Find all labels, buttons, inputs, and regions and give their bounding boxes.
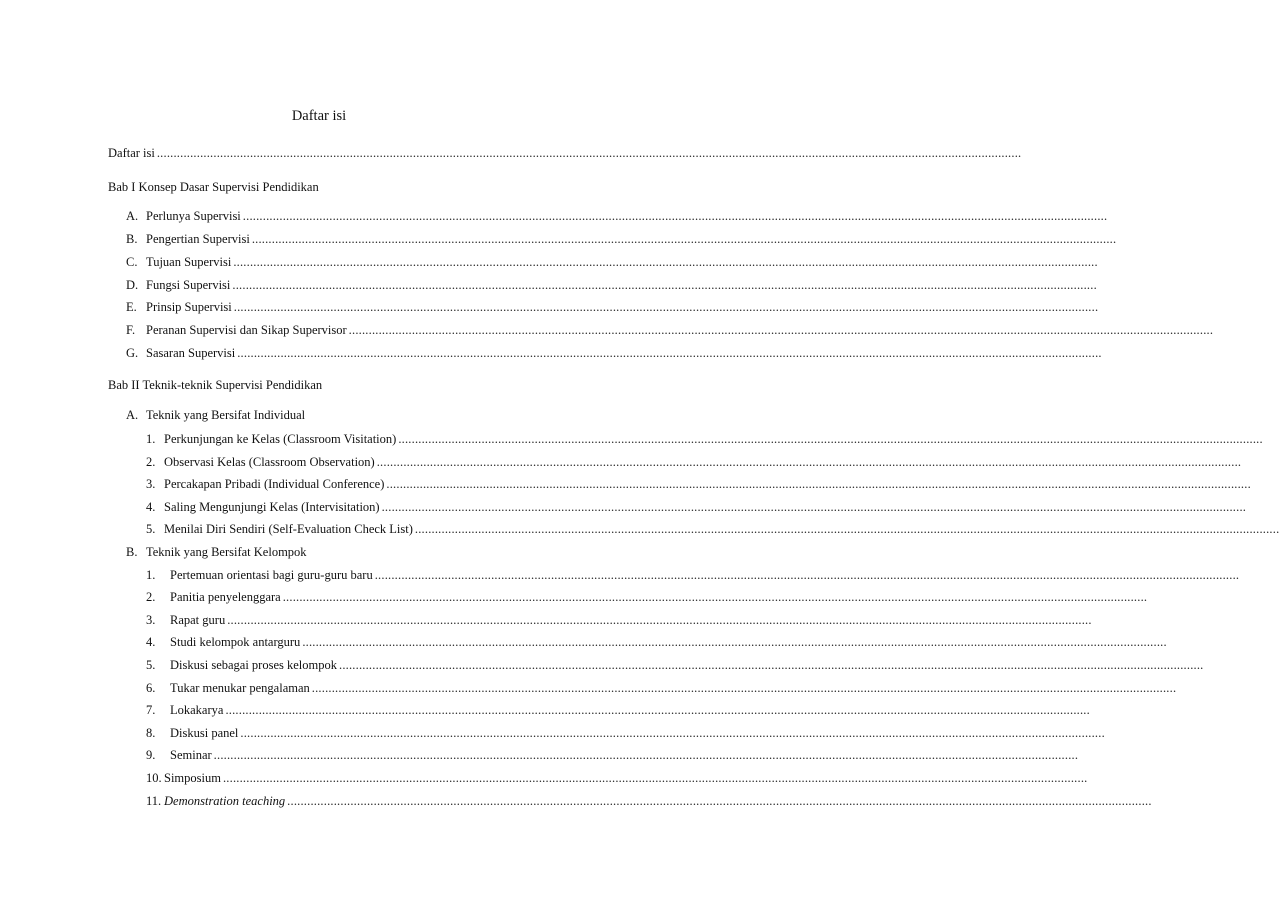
toc-entry-number: 10.	[146, 771, 162, 785]
toc-entry-b2[interactable]	[146, 589, 1148, 605]
toc-entry-label: Peranan Supervisi dan Sikap Supervisor	[146, 323, 347, 337]
toc-entry-b8[interactable]	[146, 725, 1105, 741]
toc-entry-label: Rapat guru	[170, 613, 226, 627]
toc-entry-number: 2.	[146, 590, 156, 604]
toc-entry-label: Tujuan Supervisi	[146, 255, 232, 269]
toc-entry-label: Observasi Kelas (Classroom Observation)	[164, 455, 375, 469]
toc-entry-label: Tukar menukar pengalaman	[170, 681, 310, 695]
dot-leader: ....................................................................................................................................................................................................................................................................	[237, 346, 1102, 360]
toc-entry-a3[interactable]	[146, 476, 1251, 492]
toc-entry-number: 5.	[146, 658, 156, 672]
dot-leader: ....................................................................................................................................................................................................................................................................	[311, 681, 1177, 695]
toc-entry-label: Menilai Diri Sendiri (Self-Evaluation Check List)	[164, 522, 413, 536]
section-title: Teknik yang Bersifat Kelompok	[146, 545, 307, 559]
dot-leader: ....................................................................................................................................................................................................................................................................	[386, 477, 1251, 491]
dot-leader: ....................................................................................................................................................................................................................................................................	[376, 455, 1242, 469]
dot-leader: ....................................................................................................................................................................................................................................................................	[251, 232, 1117, 246]
toc-entry-label: Pengertian Supervisi	[146, 232, 250, 246]
toc-entry-label: Sasaran Supervisi	[146, 346, 236, 360]
toc-entry-number: 7.	[146, 703, 156, 717]
toc-entry-number: 4.	[146, 500, 156, 514]
toc-entry-a2[interactable]	[146, 454, 1242, 470]
toc-entry-label: Lokakarya	[170, 703, 224, 717]
toc-entry-bab1-e[interactable]	[126, 299, 1099, 315]
dot-leader: ....................................................................................................................................................................................................................................................................	[302, 635, 1167, 649]
toc-entry-label: Studi kelompok antarguru	[170, 635, 301, 649]
toc-entry-number: D.	[126, 278, 139, 292]
toc-entry-label: Panitia penyelenggara	[170, 590, 281, 604]
dot-leader: ....................................................................................................................................................................................................................................................................	[233, 300, 1099, 314]
toc-entry-b11[interactable]	[146, 793, 1152, 809]
dot-leader: ....................................................................................................................................................................................................................................................................	[287, 794, 1152, 808]
section-title: Teknik yang Bersifat Individual	[146, 408, 306, 422]
toc-entry-bab1-c[interactable]	[126, 254, 1098, 270]
section-heading-b	[126, 544, 307, 560]
dot-leader: ....................................................................................................................................................................................................................................................................	[225, 703, 1090, 717]
dot-leader: ....................................................................................................................................................................................................................................................................	[242, 209, 1108, 223]
dot-leader: ....................................................................................................................................................................................................................................................................	[282, 590, 1148, 604]
dot-leader: ....................................................................................................................................................................................................................................................................	[232, 278, 1097, 292]
dot-leader: ....................................................................................................................................................................................................................................................................	[156, 146, 1022, 160]
toc-entry-a4[interactable]	[146, 499, 1247, 515]
page-title: Daftar isi	[291, 108, 347, 124]
toc-entry-number: 2.	[146, 455, 156, 469]
toc-entry-label: Saling Mengunjungi Kelas (Intervisitation)	[164, 500, 380, 514]
toc-entry-b7[interactable]	[146, 702, 1090, 718]
toc-entry-number: C.	[126, 255, 138, 269]
toc-entry-number: G.	[126, 346, 139, 360]
toc-entry-number: F.	[126, 323, 136, 337]
toc-entry-number: 8.	[146, 726, 156, 740]
dot-leader: ....................................................................................................................................................................................................................................................................	[233, 255, 1098, 269]
toc-entry-number: 5.	[146, 522, 156, 536]
toc-entry-number: 3.	[146, 477, 156, 491]
toc-entry-bab1-a[interactable]	[126, 208, 1108, 224]
toc-entry-bab1-b[interactable]	[126, 231, 1117, 247]
toc-entry-a5[interactable]	[146, 521, 1279, 537]
dot-leader: ....................................................................................................................................................................................................................................................................	[240, 726, 1105, 740]
toc-entry-label: Perkunjungan ke Kelas (Classroom Visitation)	[164, 432, 397, 446]
toc-entry-label: Percakapan Pribadi (Individual Conference)	[164, 477, 385, 491]
toc-entry-number: 1.	[146, 568, 156, 582]
toc-entry-label: Seminar	[170, 748, 212, 762]
toc-entry-daftar-isi[interactable]	[108, 145, 1022, 161]
toc-entry-number: E.	[126, 300, 137, 314]
toc-entry-label: Demonstration teaching	[164, 794, 286, 808]
toc-entry-bab1-g[interactable]	[126, 345, 1102, 361]
toc-entry-bab1-f[interactable]	[126, 322, 1214, 338]
toc-entry-label: Fungsi Supervisi	[146, 278, 231, 292]
dot-leader: ....................................................................................................................................................................................................................................................................	[222, 771, 1088, 785]
section-number: B.	[126, 545, 138, 559]
dot-leader: ....................................................................................................................................................................................................................................................................	[398, 432, 1263, 446]
dot-leader: ....................................................................................................................................................................................................................................................................	[213, 748, 1079, 762]
toc-entry-b6[interactable]	[146, 680, 1177, 696]
section-number: A.	[126, 408, 139, 422]
toc-entry-bab1-d[interactable]	[126, 277, 1097, 293]
toc-entry-a1[interactable]	[146, 431, 1263, 447]
toc-entry-b10[interactable]	[146, 770, 1088, 786]
toc-entry-label: Perlunya Supervisi	[146, 209, 241, 223]
toc-entry-b1[interactable]	[146, 567, 1240, 583]
dot-leader: ....................................................................................................................................................................................................................................................................	[339, 658, 1204, 672]
toc-entry-number: B.	[126, 232, 138, 246]
toc-entry-number: 9.	[146, 748, 156, 762]
toc-entry-b9[interactable]	[146, 747, 1079, 763]
toc-entry-label: Pertemuan orientasi bagi guru-guru baru	[170, 568, 373, 582]
toc-entry-number: 1.	[146, 432, 156, 446]
chapter-heading-bab-2: Bab II Teknik-teknik Supervisi Pendidikan	[108, 378, 323, 392]
toc-entry-number: 11.	[146, 794, 162, 808]
toc-entry-label: Diskusi panel	[170, 726, 239, 740]
toc-entry-b3[interactable]	[146, 612, 1092, 628]
toc-entry-number: 3.	[146, 613, 156, 627]
toc-entry-number: 4.	[146, 635, 156, 649]
dot-leader: ....................................................................................................................................................................................................................................................................	[348, 323, 1214, 337]
dot-leader: ....................................................................................................................................................................................................................................................................	[381, 500, 1247, 514]
section-heading-a	[126, 407, 305, 423]
dot-leader: ....................................................................................................................................................................................................................................................................	[227, 613, 1092, 627]
toc-entry-label: Diskusi sebagai proses kelompok	[170, 658, 337, 672]
toc-entry-label: Daftar isi	[108, 146, 155, 160]
dot-leader: ....................................................................................................................................................................................................................................................................	[374, 568, 1240, 582]
dot-leader: ....................................................................................................................................................................................................................................................................	[414, 522, 1279, 536]
toc-entry-b5[interactable]	[146, 657, 1204, 673]
toc-entry-label: Prinsip Supervisi	[146, 300, 232, 314]
toc-entry-label: Simposium	[164, 771, 221, 785]
chapter-heading-bab-1: Bab I Konsep Dasar Supervisi Pendidikan	[108, 180, 319, 194]
toc-entry-b4[interactable]	[146, 634, 1167, 650]
toc-entry-number: A.	[126, 209, 139, 223]
toc-entry-number: 6.	[146, 681, 156, 695]
